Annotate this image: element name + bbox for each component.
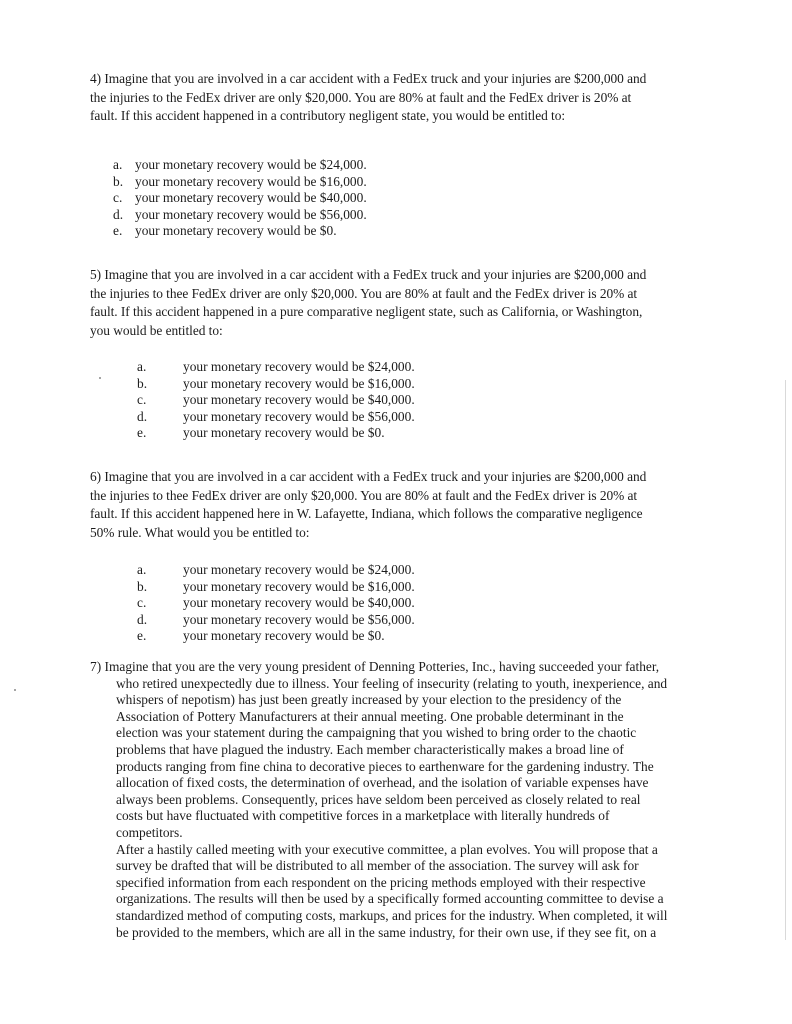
question-line: After a hastily called meeting with your executive committee, a plan evolves. You will propose that a xyxy=(116,841,658,857)
option-letter: a. xyxy=(137,359,147,374)
option-text: your monetary recovery would be $24,000. xyxy=(135,157,367,172)
option-c xyxy=(137,595,415,612)
question-line: fault. If this accident happened here in W. Lafayette, Indiana, which follows the comparative negligence xyxy=(90,506,643,522)
option-b xyxy=(137,579,415,596)
question-line: organizations. The results will then be used by a specifically formed accounting committee to devise a xyxy=(116,891,664,907)
question-4 xyxy=(90,70,646,126)
option-text: your monetary recovery would be $16,000. xyxy=(183,578,415,594)
option-text: your monetary recovery would be $56,000. xyxy=(135,206,367,222)
option-a xyxy=(137,359,415,376)
question-line: fault. If this accident happened in a pure comparative negligent state, such as California, or Washington, xyxy=(90,304,643,320)
question-line: election was your statement during the campaigning that you wished to bring order to the chaotic xyxy=(116,725,637,741)
option-text: your monetary recovery would be $0. xyxy=(183,628,385,643)
question-4-options xyxy=(113,157,367,240)
option-c xyxy=(137,392,415,409)
option-text: your monetary recovery would be $40,000. xyxy=(183,392,415,407)
question-line: who retired unexpectedly due to illness. Your feeling of insecurity (relating to youth, inexperience, and xyxy=(116,675,668,691)
scan-dot xyxy=(99,377,101,379)
option-letter: c. xyxy=(137,595,147,610)
option-e xyxy=(137,628,415,645)
question-line: the injuries to thee FedEx driver are only $20,000. You are 80% at fault and the FedEx driver is 20% at xyxy=(90,487,638,503)
question-5 xyxy=(90,266,646,340)
option-text: your monetary recovery would be $24,000. xyxy=(183,359,415,374)
question-line: specified information from each respondent on the pricing methods employed with their respective xyxy=(116,874,646,890)
option-letter: b. xyxy=(113,173,124,189)
question-5-options xyxy=(137,359,415,442)
option-letter: e. xyxy=(137,628,147,643)
option-text: your monetary recovery would be $56,000. xyxy=(183,611,415,627)
option-letter: e. xyxy=(137,425,147,440)
option-letter: d. xyxy=(137,611,148,627)
option-d xyxy=(137,612,415,629)
question-line: 50% rule. What would you be entitled to: xyxy=(90,524,310,540)
question-line: 6) Imagine that you are involved in a car accident with a FedEx truck and your injuries are $200,000 and xyxy=(90,469,647,484)
question-line: the injuries to thee FedEx driver are only $20,000. You are 80% at fault and the FedEx driver is 20% at xyxy=(90,285,638,301)
question-line: survey be drafted that will be distributed to all member of the association. The survey will ask for xyxy=(116,858,639,874)
option-letter: b. xyxy=(137,578,148,594)
scan-edge-line xyxy=(785,380,786,940)
option-text: your monetary recovery would be $16,000. xyxy=(183,375,415,391)
option-letter: d. xyxy=(137,408,148,424)
option-a xyxy=(137,562,415,579)
question-line: problems that have plagued the industry. Each member characteristically makes a broad line of xyxy=(116,741,624,757)
option-e xyxy=(113,223,367,240)
option-letter: e. xyxy=(113,223,123,238)
option-text: your monetary recovery would be $0. xyxy=(135,223,337,238)
option-letter: a. xyxy=(113,157,123,172)
question-line: be provided to the members, which are all in the same industry, for their own use, if they see fit, on a xyxy=(116,924,657,940)
question-line: 5) Imagine that you are involved in a car accident with a FedEx truck and your injuries are $200,000 and xyxy=(90,267,647,282)
question-7 xyxy=(90,659,668,941)
question-line: fault. If this accident happened in a contributory negligent state, you would be entitled to: xyxy=(90,108,566,124)
option-e xyxy=(137,425,415,442)
option-text: your monetary recovery would be $56,000. xyxy=(183,408,415,424)
option-letter: c. xyxy=(113,190,123,205)
option-text: your monetary recovery would be $16,000. xyxy=(135,173,367,189)
question-line: costs but have fluctuated with competitive forces in a marketplace with literally hundreds of xyxy=(116,808,610,824)
question-line: allocation of fixed costs, the determination of overhead, and the isolation of variable expenses have xyxy=(116,775,649,791)
scan-dot xyxy=(14,689,16,691)
option-text: your monetary recovery would be $0. xyxy=(183,425,385,440)
option-a xyxy=(113,157,367,174)
option-text: your monetary recovery would be $40,000. xyxy=(183,595,415,610)
option-c xyxy=(113,190,367,207)
question-line: 7) Imagine that you are the very young president of Denning Potteries, Inc., having succeeded your father, xyxy=(90,659,660,674)
option-text: your monetary recovery would be $40,000. xyxy=(135,190,367,205)
option-b xyxy=(137,376,415,393)
question-line: whispers of nepotism) has just been greatly increased by your election to the presidency of the xyxy=(116,692,622,708)
question-line: Association of Pottery Manufacturers at their annual meeting. One probable determinant in the xyxy=(116,708,624,724)
question-line: you would be entitled to: xyxy=(90,322,223,338)
question-line: competitors. xyxy=(116,824,183,840)
question-line: 4) Imagine that you are involved in a car accident with a FedEx truck and your injuries are $200,000 and xyxy=(90,71,647,86)
question-6-options xyxy=(137,562,415,645)
option-d xyxy=(137,409,415,426)
question-6 xyxy=(90,468,646,542)
option-letter: d. xyxy=(113,206,124,222)
option-b xyxy=(113,174,367,191)
option-text: your monetary recovery would be $24,000. xyxy=(183,562,415,577)
question-line: products ranging from fine china to decorative pieces to earthenware for the gardening industry. The xyxy=(116,758,654,774)
option-letter: a. xyxy=(137,562,147,577)
option-letter: c. xyxy=(137,392,147,407)
option-d xyxy=(113,207,367,224)
question-line: always been problems. Consequently, prices have seldom been perceived as closely related to real xyxy=(116,791,641,807)
option-letter: b. xyxy=(137,375,148,391)
question-line: standardized method of computing costs, markups, and prices for the industry. When completed, it will xyxy=(116,907,668,923)
question-line: the injuries to the FedEx driver are only $20,000. You are 80% at fault and the FedEx driver is 20% at xyxy=(90,89,632,105)
